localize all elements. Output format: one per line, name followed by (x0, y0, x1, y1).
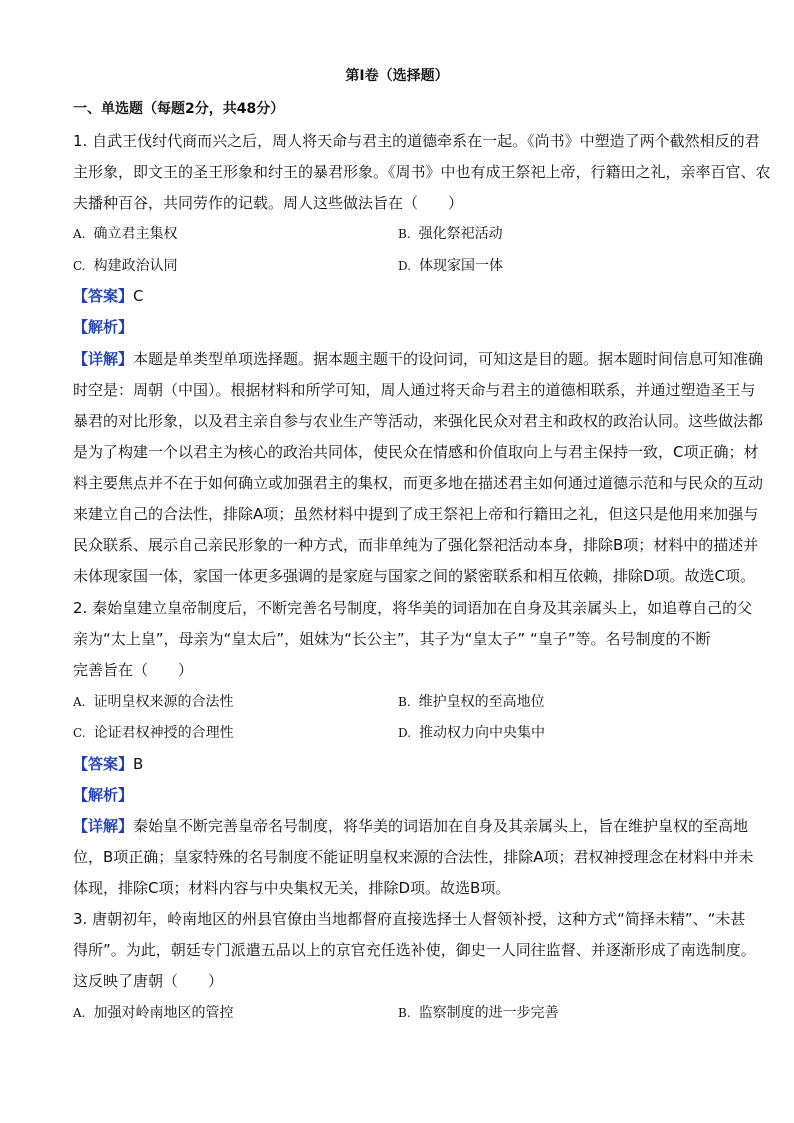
answer-value: C (133, 287, 144, 305)
q2-option-b (398, 692, 545, 712)
q2-option-c (73, 723, 234, 743)
q3-stem-line-3: 这反映了唐朝（ ） (73, 972, 224, 990)
option-text: 论证君权神授的合理性 (93, 725, 234, 741)
q1-detail-line-2: 时空是：周朝（中国）。根据材料和所学可知，周人通过将天命与君主的道德相联系，并通过塑造圣王与 (73, 381, 756, 399)
q3-stem-line-2: 得所”。为此，朝廷专门派遣五品以上的京官充任选补使，御史一人同往监督、并逐渐形成了南选制度。 (73, 941, 756, 959)
analysis-tag: 【解析】 (73, 786, 134, 804)
q2-option-d (398, 723, 545, 743)
option-text: 证明皇权来源的合法性 (93, 694, 234, 710)
option-letter: D. (398, 726, 412, 740)
q1-stem-line-2: 主形象，即文王的圣王形象和纣王的暴君形象。《周书》中也有成王祭祀上帝，行籍田之礼，亲率百官、农 (73, 163, 771, 181)
option-text: 监察制度的进一步完善 (418, 1005, 559, 1021)
q1-answer (73, 286, 733, 306)
q3-stem-line-1: 3. 唐朝初年，岭南地区的州县官僚由当地都督府直接选择士人督领补授，这种方式“简择未精”、“未甚 (73, 910, 746, 928)
option-text: 推动权力向中央集中 (419, 725, 546, 741)
option-letter: C. (73, 259, 86, 273)
page-title: 第Ⅰ卷（选择题） (345, 68, 449, 84)
option-text: 加强对岭南地区的管控 (93, 1005, 234, 1021)
q2-stem-line-2: 亲为“太上皇”，母亲为“皇太后”，姐妹为“长公主”，其子为“皇太子” “皇子”等。名号制度的不断 (73, 630, 711, 648)
option-text: 构建政治认同 (93, 258, 178, 274)
q1-detail-line-4: 是为了构建一个以君主为核心的政治共同体，使民众在情感和价值取向上与君主保持一致，C项正确；材 (73, 443, 759, 461)
detail-text: 本题是单类型单项选择题。据本题主题干的设问词，可知这是目的题。据本题时间信息可知准确 (133, 350, 764, 368)
analysis-tag: 【解析】 (73, 318, 134, 336)
answer-tag: 【答案】 (73, 287, 134, 305)
q1-option-c (73, 256, 178, 276)
q2-option-a (73, 692, 233, 712)
q1-detail-line-8: 未体现家国一体，家国一体更多强调的是家庭与国家之间的紧密联系和相互依赖，排除D项。故选C项。 (73, 567, 756, 585)
q2-detail-line-1 (73, 816, 749, 836)
q3-option-b (398, 1003, 559, 1023)
q1-stem-line-1: 1. 自武王伐纣代商而兴之后，周人将天命与君主的道德牵系在一起。《尚书》中塑造了两个截然相反的君 (73, 132, 760, 150)
option-letter: A. (73, 1006, 86, 1020)
q1-detail-line-3: 暴君的对比形象，以及君主亲自参与农业生产等活动，来强化民众对君主和政权的政治认同。这些做法都 (73, 412, 764, 430)
q1-detail-line-5: 料主要焦点并不在于如何确立或加强君主的集权，而更多地在描述君主如何通过道德示范和与民众的互动 (73, 474, 764, 492)
q2-detail-line-2: 位，B项正确；皇家特殊的名号制度不能证明皇权来源的合法性，排除A项；君权神授理念在材料中并未 (73, 848, 754, 866)
q2-stem-line-1: 2. 秦始皇建立皇帝制度后，不断完善名号制度，将华美的词语加在自身及其亲属头上，如追尊自己的父 (73, 599, 753, 617)
q2-detail-line-3: 体现，排除C项；材料内容与中央集权无关，排除D项。故选B项。 (73, 879, 511, 897)
q1-detail-line-1 (73, 349, 764, 369)
option-letter: B. (398, 695, 411, 709)
detail-tag: 【详解】 (73, 817, 134, 835)
q2-answer (73, 754, 733, 774)
detail-tag: 【详解】 (73, 350, 134, 368)
q1-detail-line-6: 来建立自己的合法性，排除A项；虽然材料中提到了成王祭祀上帝和行籍田之礼，但这只是他用来加强与 (73, 505, 759, 523)
option-letter: C. (73, 726, 86, 740)
option-text: 确立君主集权 (93, 226, 178, 242)
q1-option-d (398, 256, 503, 276)
q2-analysis-heading (73, 785, 733, 805)
answer-value: B (133, 755, 144, 773)
detail-text: 秦始皇不断完善皇帝名号制度，将华美的词语加在自身及其亲属头上，旨在维护皇权的至高地 (133, 817, 749, 835)
option-text: 强化祭祀活动 (418, 226, 503, 242)
option-letter: D. (398, 259, 412, 273)
q1-detail-line-7: 民众联系、展示自己亲民形象的一种方式，而非单纯为了强化祭祀活动本身，排除B项；材料中的描述并 (73, 536, 759, 554)
q1-analysis-heading (73, 317, 733, 337)
option-text: 体现家国一体 (419, 258, 504, 274)
option-letter: B. (398, 1006, 411, 1020)
option-letter: A. (73, 227, 86, 241)
q2-stem-line-3: 完善旨在（ ） (73, 661, 194, 679)
q1-option-a (73, 224, 177, 244)
q3-option-a (73, 1003, 233, 1023)
q1-stem-line-3: 夫播种百谷，共同劳作的记载。周人这些做法旨在（ ） (73, 194, 464, 212)
answer-tag: 【答案】 (73, 755, 134, 773)
option-text: 维护皇权的至高地位 (418, 694, 545, 710)
option-letter: A. (73, 695, 86, 709)
q1-option-b (398, 224, 503, 244)
option-letter: B. (398, 227, 411, 241)
section-heading: 一、单选题（每题2分，共48分） (73, 101, 285, 117)
